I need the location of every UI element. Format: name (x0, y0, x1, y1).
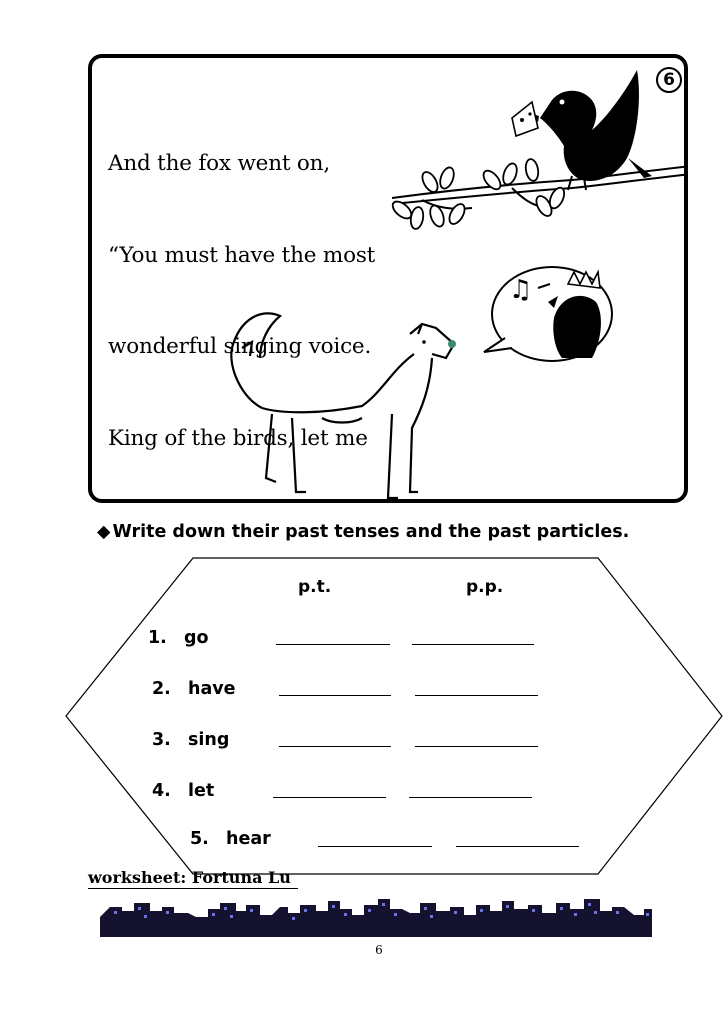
verb-word: hear (226, 829, 271, 849)
story-line: wonderful singing voice. (108, 334, 372, 359)
diamond-bullet-icon: ◆ (97, 522, 111, 542)
pt-answer-blank[interactable] (276, 644, 390, 645)
verb-word: let (188, 781, 215, 801)
pt-answer-blank[interactable] (273, 797, 386, 798)
story-line: “You must have the most (108, 242, 376, 268)
page-number: 6 (375, 943, 383, 957)
pp-answer-blank[interactable] (409, 797, 532, 798)
row-number: 1. (148, 628, 167, 648)
svg-text:♫: ♫ (509, 275, 533, 305)
instruction-label: Write down their past tenses and the past particles. (112, 522, 630, 542)
pt-answer-blank[interactable] (318, 846, 432, 847)
verb-word: have (188, 679, 236, 699)
verb-row (148, 628, 209, 648)
credit-underline (88, 888, 298, 889)
verb-row (152, 730, 229, 750)
verb-row (152, 679, 236, 699)
story-line: King of the birds, let me (108, 425, 368, 451)
pt-answer-blank[interactable] (279, 695, 391, 696)
row-number: 4. (152, 781, 171, 801)
verb-row (152, 781, 214, 801)
pp-answer-blank[interactable] (415, 746, 538, 747)
column-header-pt: p.t. (298, 577, 332, 597)
page-badge: 6 (656, 67, 682, 93)
verb-row (190, 829, 271, 849)
verb-word: go (184, 628, 209, 648)
story-line: And the fox went on, (108, 151, 330, 176)
pp-answer-blank[interactable] (456, 846, 579, 847)
row-number: 2. (152, 679, 171, 699)
pt-answer-blank[interactable] (279, 746, 391, 747)
row-number: 5. (190, 829, 209, 849)
column-header-pp: p.p. (466, 577, 504, 597)
verb-word: sing (188, 730, 230, 750)
row-number: 3. (152, 730, 171, 750)
city-skyline-image (100, 897, 652, 937)
pp-answer-blank[interactable] (415, 695, 538, 696)
pp-answer-blank[interactable] (412, 644, 534, 645)
worksheet-credit: worksheet: Fortuna Lu (88, 868, 291, 887)
